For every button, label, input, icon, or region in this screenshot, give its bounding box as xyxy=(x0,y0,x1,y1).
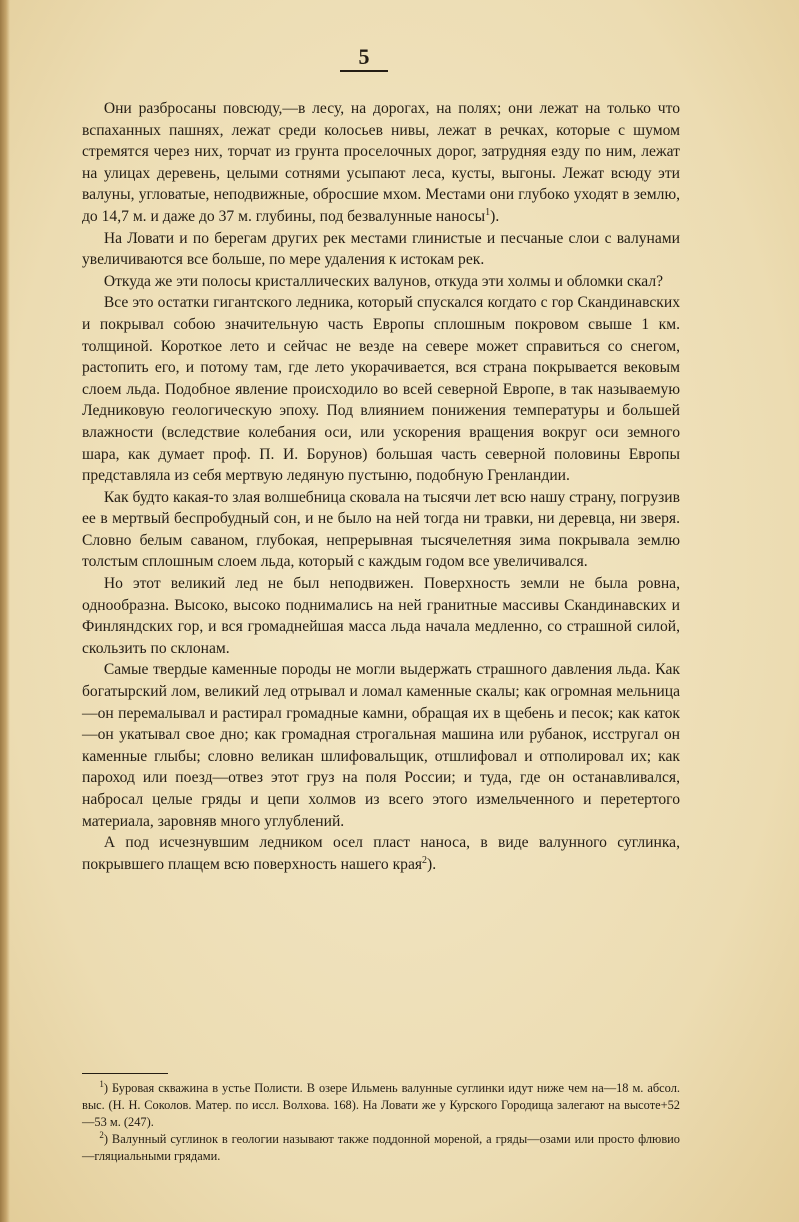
footnote-ref-1-mark: 1 xyxy=(485,206,491,218)
paragraph-1-ending: ). xyxy=(490,207,500,225)
paragraph-3: Откуда же эти полосы кристаллических валунов, откуда эти холмы и обломки скал? xyxy=(103,272,664,290)
footnote-1 xyxy=(82,1080,680,1131)
footnote-1-close: ) xyxy=(103,1081,108,1095)
footnote-separator xyxy=(82,1073,168,1074)
paragraph-6: Но этот великий лед не был неподвижен. Поверхность земли не была ровна, однообразна. Высоко, высоко поднимались на ней гранитные массивы Скандинавских и Финляндских гор, и вся громаднейшая масса льда начала медленно, со страшной силой, скользить по склонам. xyxy=(82,575,680,657)
page-number: 5 xyxy=(340,44,388,72)
paragraph-8-text: А под исчезнувшим ледником осел пласт наноса, в виде валунного суглинка, покрывшего плащем всю поверхность нашего края xyxy=(82,834,680,873)
paragraph-1 xyxy=(82,98,680,228)
footnotes xyxy=(82,1080,680,1165)
footnote-ref-2-mark: 2 xyxy=(422,854,428,866)
footnote-2-close: ) xyxy=(103,1132,108,1146)
paragraph-5: Как будто какая-то злая волшебница сковала на тысячи лет всю нашу страну, погрузив ее в мертвый беспробудный сон, и не было на ней тогда ни травки, ни деревца, ни зверя. Словно белым саваном, глубокая, непрерывная тысячелетняя зима покрывала землю толстым сплошным слоем льда, который с каждым годом все увеличивался. xyxy=(82,488,680,571)
paragraph-7: Самые твердые каменные породы не могли выдержать страшного давления льда. Как богатырский лом, великий лед отрывал и ломал каменные скалы; как огромная мельница—он перемалывал и растирал громадные камни, обращая их в щебень и песок; как каток—он укатывал свое дно; как громадная строгальная машина или рубанок, исстругал он каменные глыбы; словно великан шлифовальщик, отшлифовал и отполировал их; как пароход или поезд—отвез этот груз на поля России; и туда, где он останавливался, набросал целые гряды и цепи холмов из всего этого измельченного и перетертого материала, заровняв много углублений. xyxy=(82,661,680,830)
paragraph-8 xyxy=(82,832,680,875)
paragraph-2: На Ловати и по берегам других рек местами глинистые и песчаные слои с валунами увеличиваются все больше, по мере удаления к истокам рек. xyxy=(82,229,680,269)
footnote-2-text: Валунный суглинок в геологии называют также поддонной мореной, а гряды—озами или просто флювио—гляциальными грядами. xyxy=(82,1132,680,1163)
main-text xyxy=(82,98,680,875)
footnote-1-text: Буровая скважина в устье Полисти. В озере Ильмень валунные суглинки идут ниже чем на—18 м. абсол. выс. (Н. Н. Соколов. Матер. по иссл. Волхова. 168). На Ловати же у Курского Городища залегают на высоте+52—53 м. (247). xyxy=(82,1081,680,1129)
paragraph-4: Все это остатки гигантского ледника, который спускался когдато с гор Скандинавских и покрывал собою значительную часть Европы сплошным покровом свыше 1 км. толщиной. Короткое лето и сейчас не везде на севере может справиться со снегом, растопить его, и потому там, где лето укорачивается, вся страна покрывается вековым слоем льда. Подобное явление происходило во всей северной Европе, в так называемую Ледниковую геологическую эпоху. Под влиянием понижения температуры и большей влажности (вследствие колебания оси, или ускорения вращения вокруг оси земного шара, как думает проф. П. И. Борунов) большая часть северной половины Европы представляла из себя мертвую ледяную пустыню, подобную Гренландии. xyxy=(82,294,680,485)
footnote-2-mark: 2 xyxy=(99,1129,104,1140)
page-binding-edge xyxy=(0,0,10,1222)
footnote-1-mark: 1 xyxy=(99,1078,104,1089)
paragraph-1-text: Они разбросаны повсюду,—в лесу, на дорогах, на полях; они лежат на только что вспаханных пашнях, лежат среди колосьев нивы, лежат в речках, которые с шумом стремятся через них, торчат из грунта проселочных дорог, затрудняя езду по ним, лежат на улицах деревень, целыми сотнями усыпают леса, кусты, выгоны. Лежат всюду эти валуны, угловатые, неподвижные, обросшие мхом. Местами они глубоко уходят в землю, до 14,7 м. и даже до 37 м. глубины, под безвалунные наносы xyxy=(82,100,680,225)
paragraph-8-ending: ). xyxy=(427,855,437,873)
footnote-2 xyxy=(82,1131,680,1165)
